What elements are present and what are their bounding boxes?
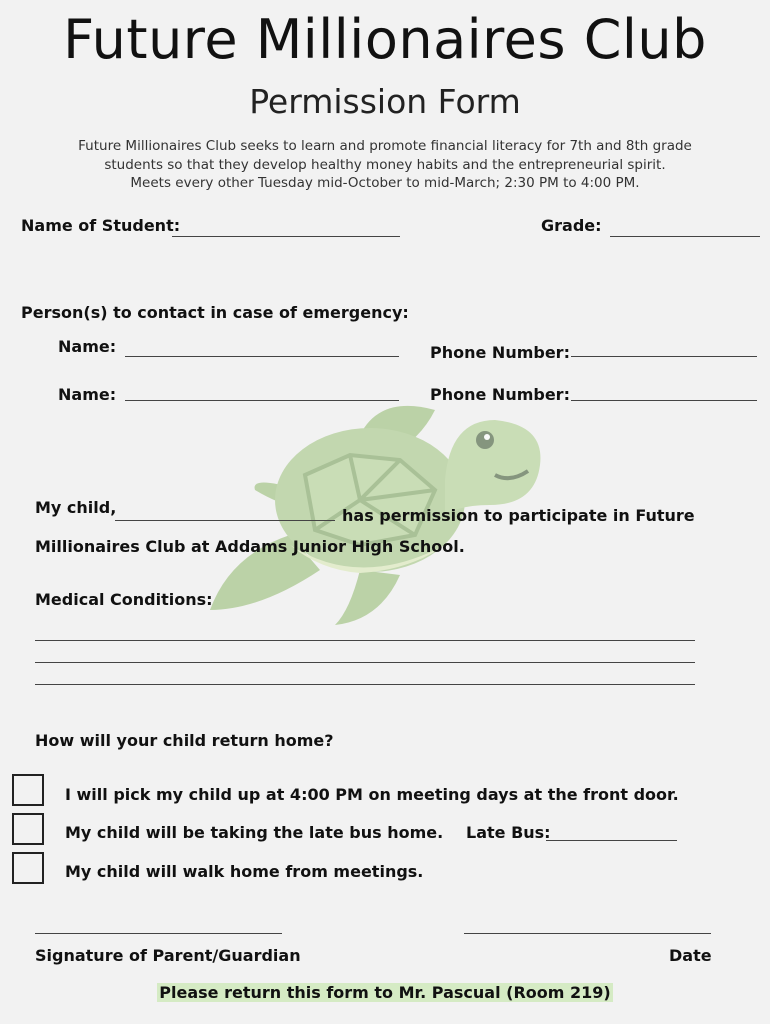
student-name-label: Name of Student: bbox=[21, 216, 181, 235]
intro-text bbox=[40, 137, 730, 193]
walk-option-label: My child will walk home from meetings. bbox=[65, 862, 424, 881]
signature-field[interactable] bbox=[35, 933, 282, 934]
pickup-checkbox[interactable] bbox=[12, 774, 44, 806]
late-bus-option-label: My child will be taking the late bus home. bbox=[65, 823, 444, 842]
return-note bbox=[0, 983, 770, 1002]
emergency-heading: Person(s) to contact in case of emergency: bbox=[21, 303, 409, 322]
date-field[interactable] bbox=[464, 933, 711, 934]
walk-checkbox[interactable] bbox=[12, 852, 44, 884]
medical-label: Medical Conditions: bbox=[35, 590, 213, 609]
contact-phone-field[interactable] bbox=[571, 356, 757, 357]
permission-my-child: My child, bbox=[35, 498, 117, 517]
return-home-question: How will your child return home? bbox=[35, 731, 334, 750]
signature-label: Signature of Parent/Guardian bbox=[35, 946, 301, 965]
intro-line: Meets every other Tuesday mid-October to mid-March; 2:30 PM to 4:00 PM. bbox=[130, 175, 640, 191]
return-note-text: Please return this form to Mr. Pascual (Room 219) bbox=[159, 983, 611, 1002]
permission-text: has permission to participate in Future bbox=[342, 506, 695, 525]
student-name-field[interactable] bbox=[172, 236, 400, 237]
page-subtitle: Permission Form bbox=[249, 82, 521, 121]
contact-phone-label: Phone Number: bbox=[430, 343, 570, 362]
date-label: Date bbox=[669, 946, 712, 965]
grade-field[interactable] bbox=[610, 236, 760, 237]
contact-phone-field[interactable] bbox=[571, 400, 757, 401]
contact-phone-label: Phone Number: bbox=[430, 385, 570, 404]
contact-name-label: Name: bbox=[58, 337, 117, 356]
late-bus-field[interactable] bbox=[546, 840, 677, 841]
contact-name-field[interactable] bbox=[125, 356, 399, 357]
intro-line: students so that they develop healthy money habits and the entrepreneurial spirit. bbox=[104, 156, 666, 173]
medical-line[interactable] bbox=[35, 662, 695, 663]
medical-line[interactable] bbox=[35, 640, 695, 641]
child-name-field[interactable] bbox=[115, 520, 335, 521]
medical-line[interactable] bbox=[35, 684, 695, 685]
permission-text-line2: Millionaires Club at Addams Junior High School. bbox=[35, 537, 465, 556]
contact-name-label: Name: bbox=[58, 385, 117, 404]
pickup-option-label: I will pick my child up at 4:00 PM on meeting days at the front door. bbox=[65, 785, 679, 804]
page-title: Future Millionaires Club bbox=[63, 8, 707, 71]
late-bus-checkbox[interactable] bbox=[12, 813, 44, 845]
intro-line: Future Millionaires Club seeks to learn and promote financial literacy for 7th and 8th grade bbox=[78, 138, 692, 154]
grade-label: Grade: bbox=[541, 216, 602, 235]
contact-name-field[interactable] bbox=[125, 400, 399, 401]
late-bus-label: Late Bus: bbox=[466, 823, 551, 842]
